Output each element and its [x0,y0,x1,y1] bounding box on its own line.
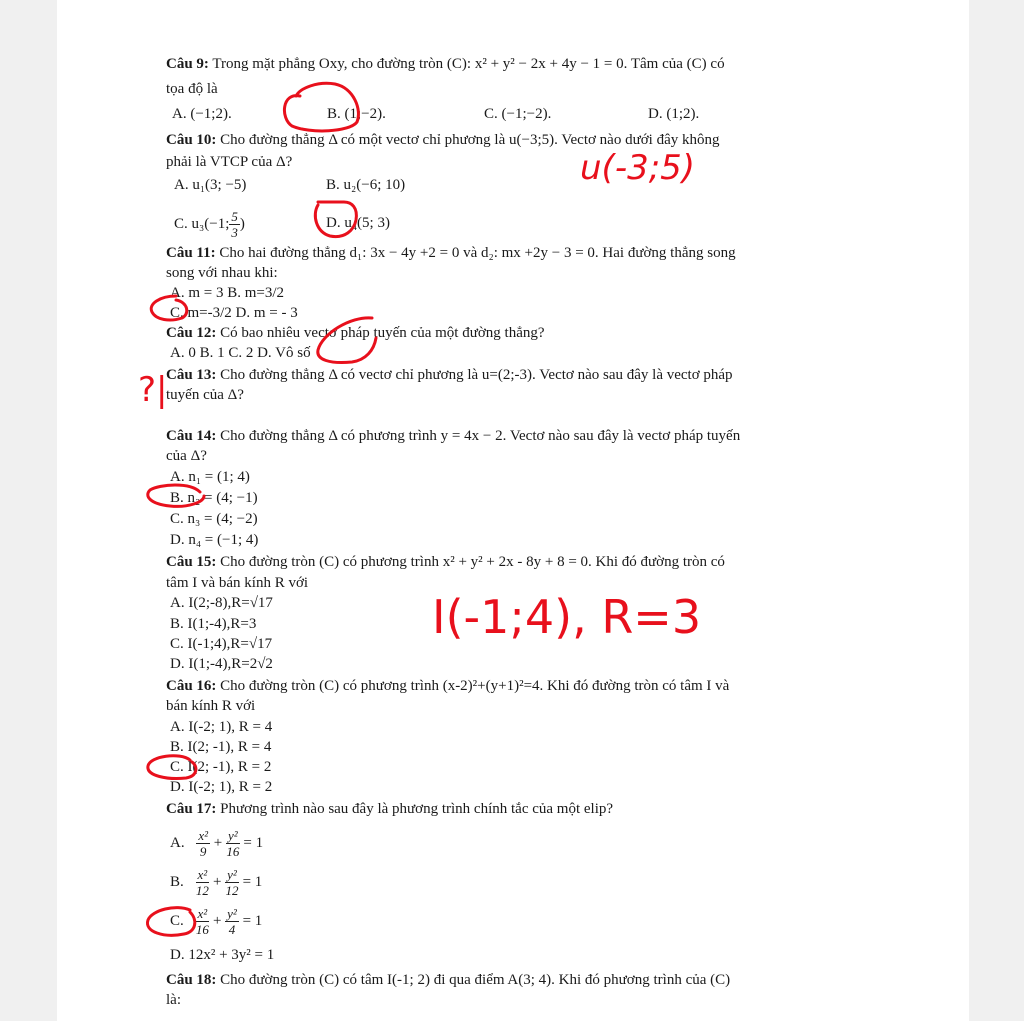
q10-stem: Câu 10: Cho đường thẳng Δ có một vectơ chỉ phương là u(−3;5). Vectơ nào dưới đây không [166,132,720,148]
q14-stem-2: của Δ? [166,448,207,464]
q10-option-d[interactable]: D. u₄(5; 3) [326,215,390,231]
q16-stem-2: bán kính R với [166,698,256,714]
q12-label: Câu 12: [166,325,217,341]
q18-label: Câu 18: [166,972,217,988]
q9-stem-2: tọa độ là [166,81,218,97]
q15-stem-2: tâm I và bán kính R với [166,575,309,591]
q13-stem-2: tuyến của Δ? [166,387,244,403]
handwritten-note-q10: u(-3;5) [580,148,696,188]
q11-options-ab[interactable]: A. m = 3 B. m=3/2 [170,285,285,301]
q16-option-c[interactable]: C. I(2; -1), R = 2 [170,759,272,775]
q11-stem-2: song với nhau khi: [166,265,278,281]
q12-stem: Câu 12: Có bao nhiêu vectơ pháp tuyến của một đường thẳng? [166,325,545,341]
fraction: $\frac{\text{x²}}{16}$ [195,906,209,938]
q17-stem: Câu 17: Phương trình nào sau đây là phương trình chính tắc của một elip? [166,801,614,817]
fraction: $\frac{\text{x²}}{9}$ [198,828,209,860]
q15-option-c[interactable]: C. I(-1;4),R=√17 [170,636,273,652]
q15-option-d[interactable]: D. I(1;-4),R=2√2 [170,656,273,672]
q16-label: Câu 16: [166,678,217,694]
q14-option-a[interactable]: A. n₁ = (1; 4) [170,469,250,485]
q16-option-d[interactable]: D. I(-2; 1), R = 2 [170,779,273,795]
q9-option-b[interactable]: B. (1;−2). [327,106,386,122]
answer-circle-q11 [151,296,187,320]
fraction: $\frac{\text{y²}}{12}$ [225,867,239,899]
handwritten-note-q15: I(-1;4), R=3 [432,590,702,644]
fraction: $\frac{\text{x²}}{12}$ [195,867,209,899]
q17-label: Câu 17: [166,801,217,817]
q15-stem: Câu 15: Cho đường tròn (C) có phương trình x² + y² + 2x - 8y + 8 = 0. Khi đó đường tròn có [166,554,725,570]
q13-stem: Câu 13: Cho đường thẳng Δ có vectơ chỉ phương là u=(2;-3). Vectơ nào sau đây là vectơ pháp [166,367,733,383]
q12-options[interactable]: A. 0 B. 1 C. 2 D. Vô số [170,345,311,361]
q15-label: Câu 15: [166,554,217,570]
q10-stem-2: phải là VTCP của Δ? [166,154,293,170]
handwritten-question-mark: ?| [138,370,168,410]
q14-stem: Câu 14: Cho đường thẳng Δ có phương trình y = 4x − 2. Vectơ nào sau đây là vectơ pháp tuyến [166,428,741,444]
fraction: $\frac{\text{y²}}{4}$ [227,906,237,938]
q10-option-a[interactable]: A. u₁(3; −5) [174,177,247,193]
answer-circle-q9 [284,83,358,131]
q11-label: Câu 11: [166,245,216,261]
q16-option-a[interactable]: A. I(-2; 1), R = 4 [170,719,273,735]
q16-stem: Câu 16: Cho đường tròn (C) có phương trình (x-2)²+(y+1)²=4. Khi đó đường tròn có tâm I và [166,678,730,694]
q9-label: Câu 9: [166,56,209,72]
q9-stem: Câu 9: Trong mặt phẳng Oxy, cho đường tròn (C): x² + y² − 2x + 4y − 1 = 0. Tâm của (C) có [166,56,725,72]
q18-stem: Câu 18: Cho đường tròn (C) có tâm I(-1; 2) đi qua điểm A(3; 4). Khi đó phương trình của (C) [166,972,731,988]
q14-option-b[interactable]: B. n₂ = (4; −1) [170,490,258,506]
answer-circle-q17 [147,908,194,936]
q17-option-d[interactable]: D. 12x² + 3y² = 1 [170,947,275,963]
q17-option-b[interactable]: B. $\frac{\text{x²}}{12}$ + $\frac{\text{y²}}{12}$ = 1 [170,867,263,899]
q10-option-b[interactable]: B. u₂(−6; 10) [326,177,406,193]
q9-option-c[interactable]: C. (−1;−2). [484,106,552,122]
q14-option-d[interactable]: D. n₄ = (−1; 4) [170,532,259,548]
q17-option-c[interactable]: C. $\frac{\text{x²}}{16}$ + $\frac{\text{y²}}{4}$ = 1 [170,906,263,938]
q9-option-a[interactable]: A. (−1;2). [172,106,232,122]
q14-label: Câu 14: [166,428,217,444]
fraction: $\frac{5}{3}$ [231,209,238,240]
q10-option-c[interactable]: C. u₃(−1; $\frac{5}{3}$ ) [174,209,245,240]
q9-option-d[interactable]: D. (1;2). [648,106,700,122]
answer-circle-q12 [318,318,376,363]
q16-option-b[interactable]: B. I(2; -1), R = 4 [170,739,272,755]
q11-stem: Câu 11: Cho hai đường thẳng d₁: 3x − 4y +2 = 0 và d₂: mx +2y − 3 = 0. Hai đường thẳng song [166,245,736,261]
answer-circle-q16 [148,756,196,779]
q17-option-a[interactable]: A. $\frac{\text{x²}}{9}$ + $\frac{\text{y²}}{16}$ = 1 [170,828,264,860]
q14-option-c[interactable]: C. n₃ = (4; −2) [170,511,258,527]
q11-options-cd[interactable]: C. m=-3/2 D. m = - 3 [170,305,298,321]
q10-label: Câu 10: [166,132,217,148]
q18-stem-2: là: [166,992,181,1008]
answer-circle-q14 [148,485,204,506]
q15-option-b[interactable]: B. I(1;-4),R=3 [170,616,257,632]
q15-option-a[interactable]: A. I(2;-8),R=√17 [170,595,273,611]
answer-circle-q10 [315,202,356,237]
q13-label: Câu 13: [166,367,217,383]
fraction: $\frac{\text{y²}}{16}$ [226,828,240,860]
